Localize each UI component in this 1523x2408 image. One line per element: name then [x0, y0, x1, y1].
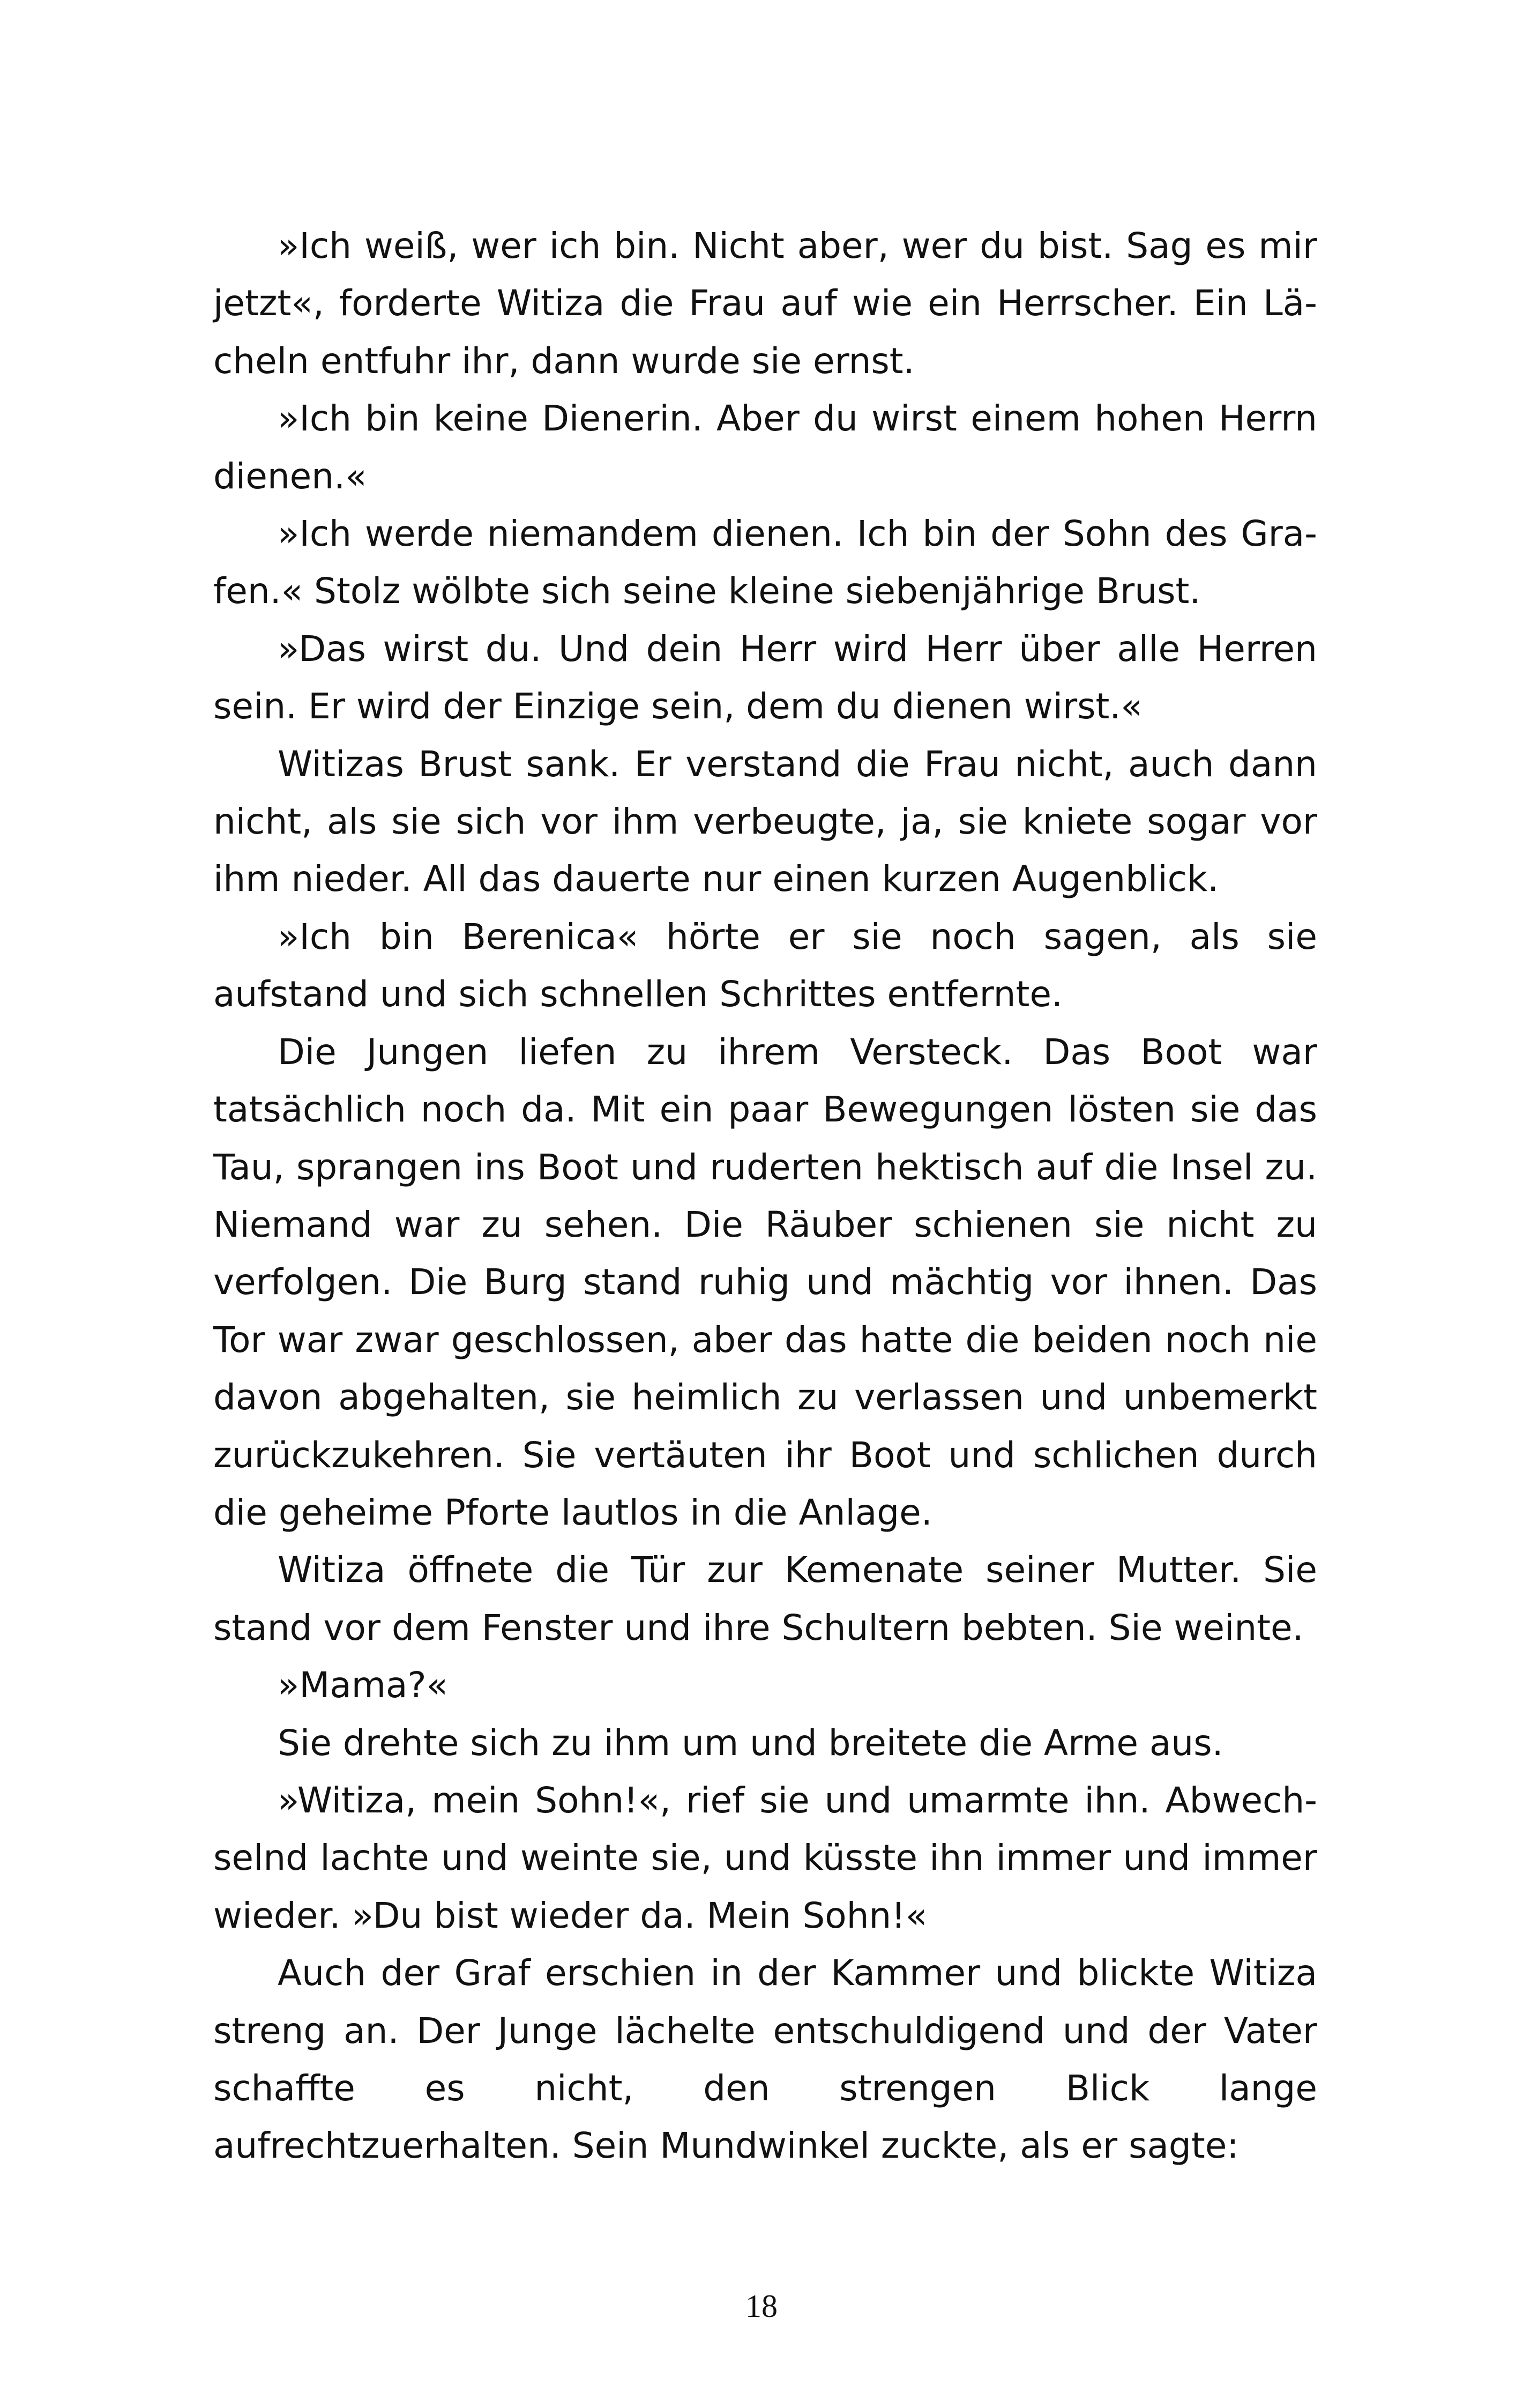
paragraph: »Witiza, mein Sohn!«, rief sie und umarmte ihn. Abwechselnd lachte und weinte sie, und küsste ihn immer und immer wieder. »Du bist wieder da. Mein Sohn!« [213, 1779, 1317, 1936]
paragraph: »Mama?« [278, 1664, 448, 1706]
paragraph: »Ich bin keine Dienerin. Aber du wirst einem hohen Herrn dienen.« [213, 398, 1317, 497]
paragraph: »Ich weiß, wer ich bin. Nicht aber, wer du bist. Sag es mir jetzt«, forderte Witiza die Frau auf wie ein Herrscher. Ein Lächeln entfuhr ihr, dann wurde sie ernst. [213, 225, 1317, 382]
paragraph: Auch der Graf erschien in der Kammer und blickte Witiza streng an. Der Junge lächelte entschuldigend und der Vater schaffte es nicht, den strengen Blick lange aufrechtzuerhalten. Sein Mundwinkel zuckte, als er sagte: [213, 1952, 1317, 2167]
page-number: 18 [745, 2288, 778, 2324]
paragraph: Witizas Brust sank. Er verstand die Frau nicht, auch dann nicht, als sie sich vor ihm verbeugte, ja, sie kniete sogar vor ihm nieder. All das dauerte nur einen kurzen Augenblick. [213, 743, 1317, 900]
paragraph: »Ich werde niemandem dienen. Ich bin der Sohn des Grafen.« Stolz wölbte sich seine kleine siebenjährige Brust. [213, 513, 1317, 612]
paragraph: Sie drehte sich zu ihm um und breitete die Arme aus. [278, 1722, 1223, 1764]
paragraph: Die Jungen liefen zu ihrem Versteck. Das Boot war tatsächlich noch da. Mit ein paar Bewegungen lösten sie das Tau, sprangen ins Boot und ruderten hektisch auf die Insel zu. Niemand war zu sehen. Die Räuber schienen sie nicht zu verfolgen. Die Burg stand ruhig und mächtig vor ihnen. Das Tor war zwar geschlossen, aber das hatte die beiden noch nie davon abgehalten, sie heimlich zu verlassen und unbemerkt zurückzukehren. Sie vertäuten ihr Boot und schlichen durch die geheime Pforte lautlos in die Anlage. [213, 1031, 1317, 1533]
paragraph: Witiza öffnete die Tür zur Kemenate seiner Mutter. Sie stand vor dem Fenster und ihre Schultern bebten. Sie weinte. [213, 1549, 1317, 1648]
paragraph: »Ich bin Berenica« hörte er sie noch sagen, als sie aufstand und sich schnellen Schrittes entfernte. [213, 916, 1317, 1015]
body-text [213, 217, 1317, 2175]
paragraph: »Das wirst du. Und dein Herr wird Herr über alle Herren sein. Er wird der Einzige sein, dem du dienen wirst.« [213, 628, 1317, 727]
